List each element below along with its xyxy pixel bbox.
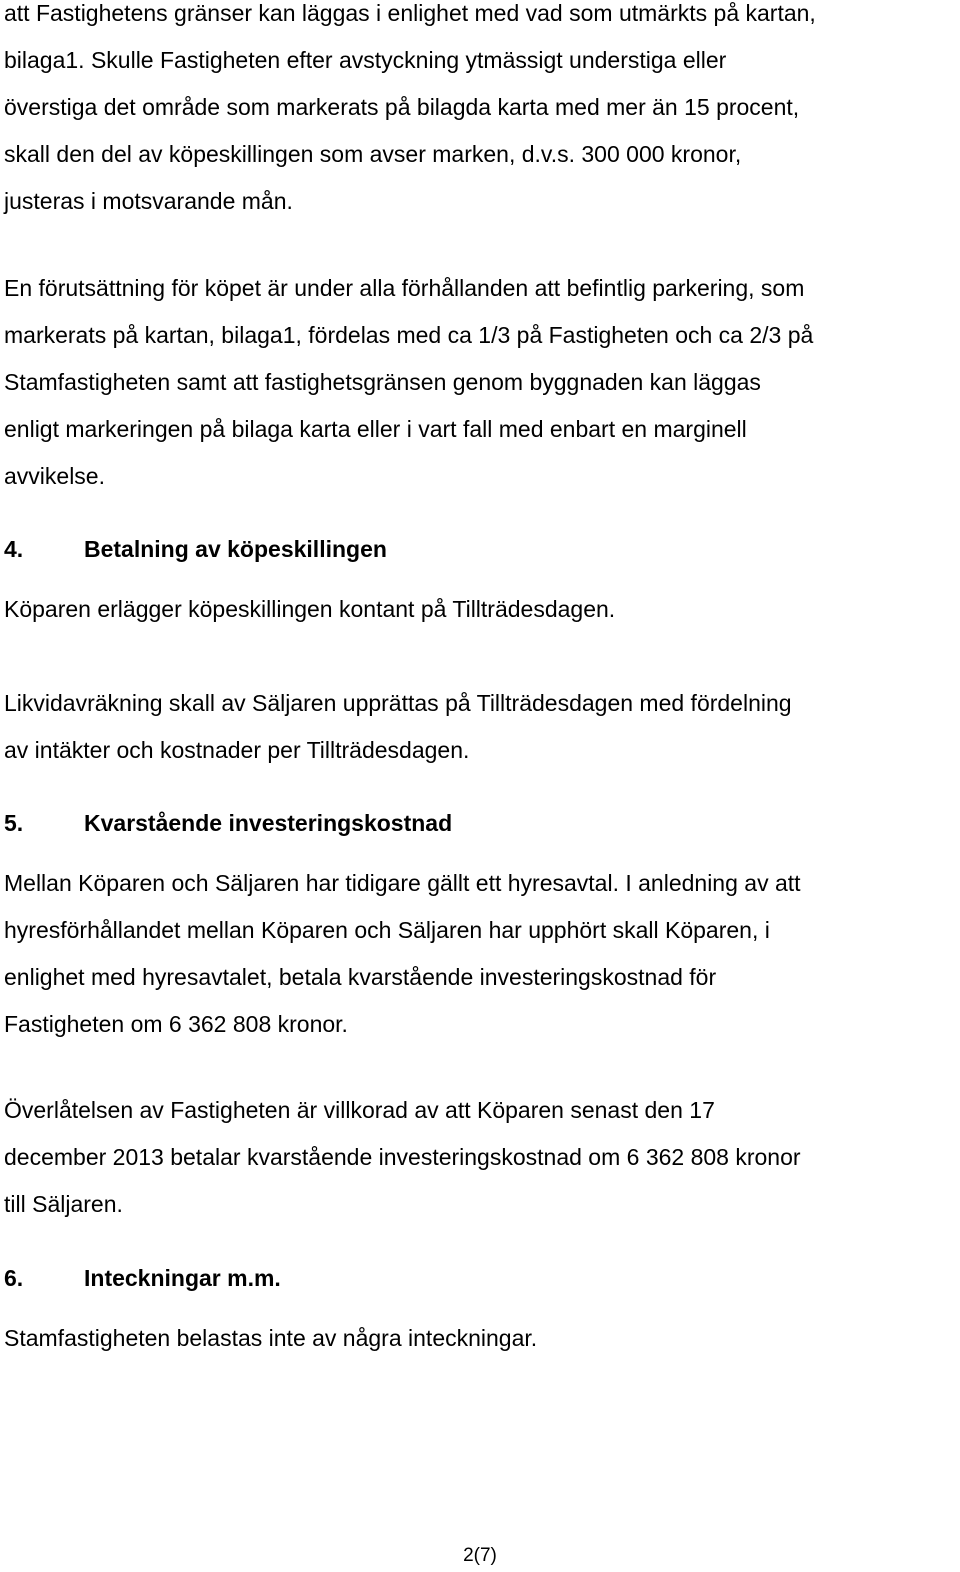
text-line: Mellan Köparen och Säljaren har tidigare gällt ett hyresavtal. I anledning av att: [4, 870, 801, 896]
text-line: att Fastighetens gränser kan läggas i enlighet med vad som utmärkts på kartan,: [4, 0, 816, 26]
text-line: Likvidavräkning skall av Säljaren upprättas på Tillträdesdagen med fördelning: [4, 690, 792, 716]
text-line: av intäkter och kostnader per Tillträdesdagen.: [4, 737, 470, 763]
text-line: hyresförhållandet mellan Köparen och Säljaren har upphört skall Köparen, i: [4, 917, 770, 943]
text-line: Överlåtelsen av Fastigheten är villkorad av att Köparen senast den 17: [4, 1097, 715, 1123]
text-line: justeras i motsvarande mån.: [4, 188, 293, 214]
text-line: avvikelse.: [4, 463, 105, 489]
paragraph-boundary-adjustment: [4, 0, 956, 225]
text-line: Stamfastigheten belastas inte av några inteckningar.: [4, 1325, 538, 1351]
text-line: Stamfastigheten samt att fastighetsgränsen genom byggnaden kan läggas: [4, 369, 761, 395]
text-line: enligt markeringen på bilaga karta eller i vart fall med enbart en marginell: [4, 416, 747, 442]
section-title: Inteckningar m.m.: [84, 1265, 281, 1291]
section-heading-mortgages: [4, 1263, 956, 1293]
paragraph-no-mortgages: [4, 1315, 956, 1362]
section-number: 5.: [4, 810, 24, 836]
section-heading-investment-cost: [4, 808, 956, 838]
paragraph-payment-cash: [4, 586, 956, 633]
paragraph-settlement: [4, 680, 956, 774]
text-line: till Säljaren.: [4, 1191, 123, 1217]
section-number: 6.: [4, 1265, 24, 1291]
paragraph-transfer-condition: [4, 1087, 956, 1228]
paragraph-parking-condition: [4, 265, 956, 500]
section-number: 4.: [4, 536, 24, 562]
page-number: [0, 1544, 960, 1568]
text-line: enlighet med hyresavtalet, betala kvarstående investeringskostnad för: [4, 964, 717, 990]
text-line: markerats på kartan, bilaga1, fördelas med ca 1/3 på Fastigheten och ca 2/3 på: [4, 322, 814, 348]
text-line: Fastigheten om 6 362 808 kronor.: [4, 1011, 348, 1037]
text-line: skall den del av köpeskillingen som avser marken, d.v.s. 300 000 kronor,: [4, 141, 742, 167]
text-line: överstiga det område som markerats på bilagda karta med mer än 15 procent,: [4, 94, 800, 120]
text-line: december 2013 betalar kvarstående investeringskostnad om 6 362 808 kronor: [4, 1144, 801, 1170]
section-title: Betalning av köpeskillingen: [84, 536, 387, 562]
page-number-label: 2(7): [463, 1545, 497, 1566]
section-title: Kvarstående investeringskostnad: [84, 810, 453, 836]
text-line: Köparen erlägger köpeskillingen kontant på Tillträdesdagen.: [4, 596, 616, 622]
paragraph-lease-agreement: [4, 860, 956, 1048]
section-heading-payment: [4, 534, 956, 564]
text-line: bilaga1. Skulle Fastigheten efter avstyckning ytmässigt understiga eller: [4, 47, 727, 73]
text-line: En förutsättning för köpet är under alla förhållanden att befintlig parkering, som: [4, 275, 805, 301]
